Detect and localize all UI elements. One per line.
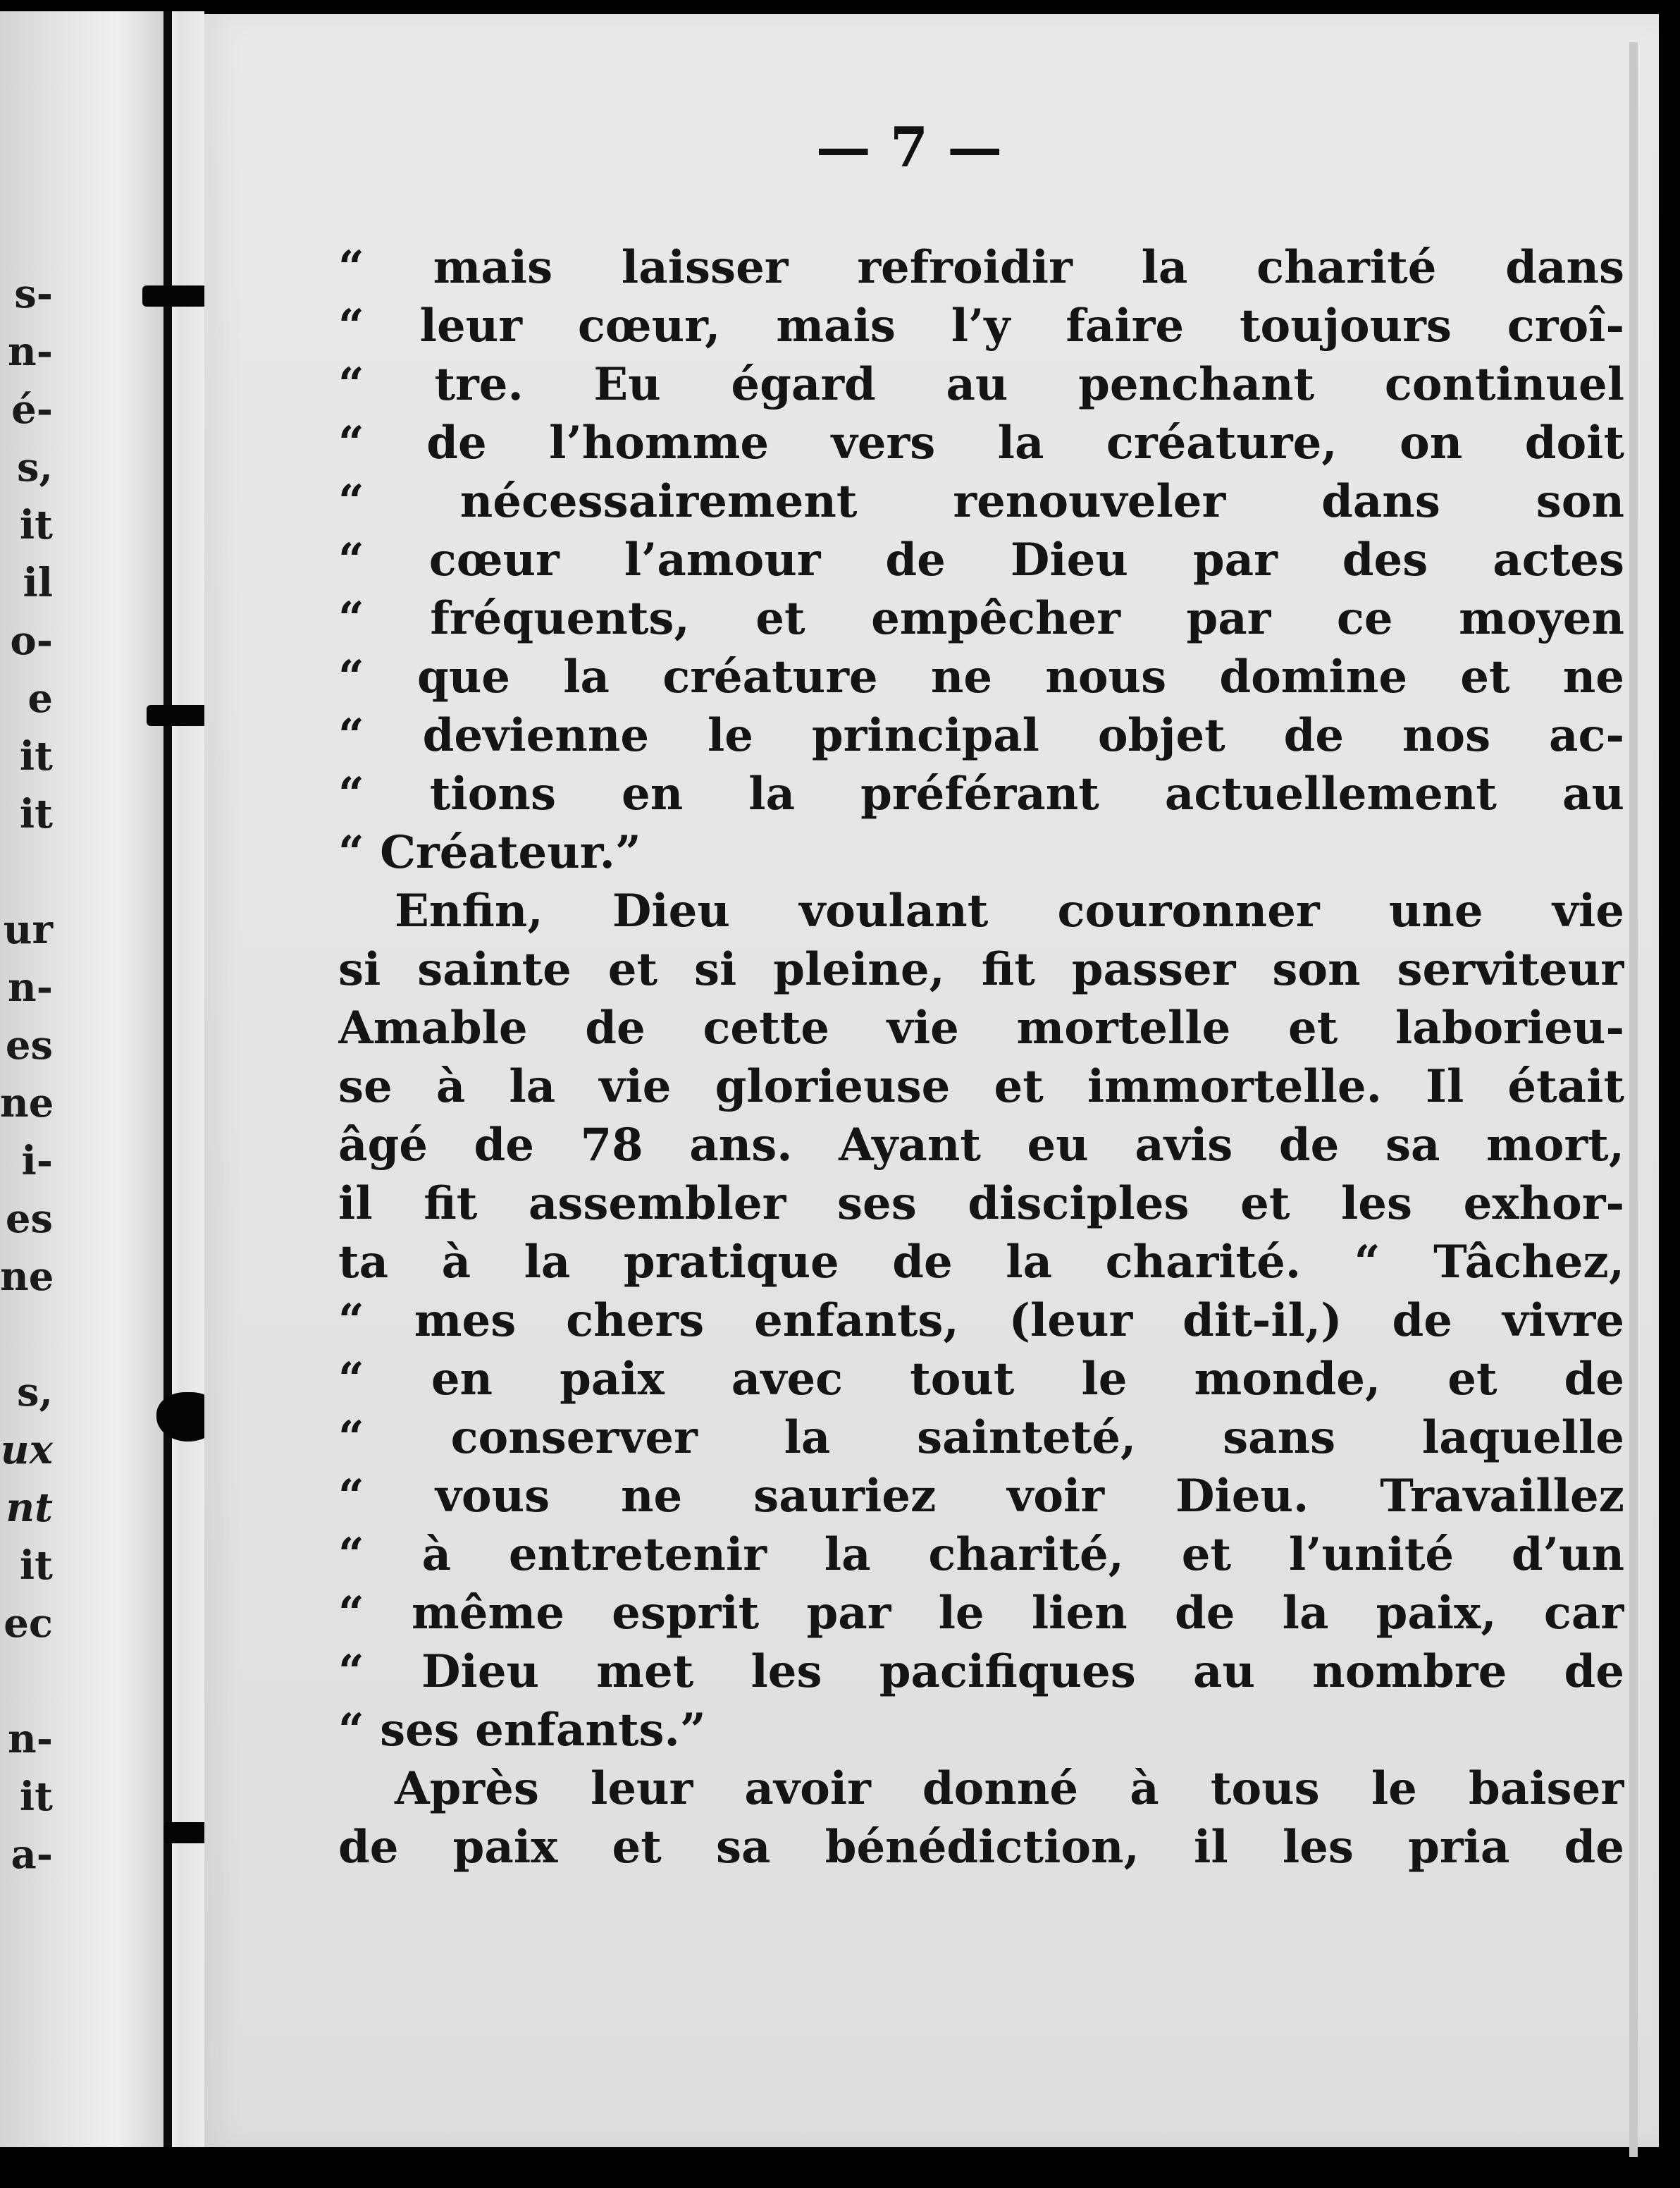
left-fragment: ec: [4, 1600, 53, 1647]
text-line: “ fréquents, et empêcher par ce moyen: [338, 592, 1624, 645]
left-fragment: [0, 1652, 53, 1710]
page-number: — 7 —: [815, 116, 1003, 180]
left-fragment: es: [5, 1196, 53, 1242]
page-text: [338, 238, 1624, 1876]
left-fragment: i-: [21, 1138, 53, 1184]
left-fragment: s,: [16, 444, 53, 491]
left-fragment: ux: [0, 1427, 53, 1473]
text-line: “ cœur l’amour de Dieu par des actes: [338, 534, 1624, 586]
left-fragment: n-: [8, 964, 53, 1011]
left-fragment: s-: [14, 271, 53, 317]
left-fragment: it: [19, 1542, 53, 1589]
text-line: “ conserver la sainteté, sans laquelle: [338, 1411, 1624, 1464]
left-fragment: it: [19, 733, 53, 780]
left-fragment: a-: [11, 1831, 53, 1878]
text-line: si sainte et si pleine, fit passer son serviteur: [338, 943, 1624, 996]
text-line: “ vous ne sauriez voir Dieu. Travaillez: [338, 1470, 1624, 1523]
left-page: [0, 11, 169, 2147]
left-fragment: [0, 1305, 53, 1363]
text-line: “ Créateur.”: [338, 826, 641, 879]
text-line: “ même esprit par le lien de la paix, car: [338, 1587, 1624, 1640]
left-page-text: [0, 265, 53, 1883]
left-fragment: o-: [10, 617, 53, 664]
left-fragment: n-: [8, 328, 53, 375]
text-line: “ ses enfants.”: [338, 1704, 706, 1757]
left-fragment: ur: [3, 906, 53, 953]
left-fragment: it: [19, 791, 53, 837]
text-line: Après leur avoir donné à tous le baiser: [395, 1762, 1624, 1815]
text-line: ta à la pratique de la charité. “ Tâchez,: [338, 1236, 1624, 1289]
text-line: “ à entretenir la charité, et l’unité d’un: [338, 1528, 1624, 1581]
text-line: “ leur cœur, mais l’y faire toujours croî-: [338, 300, 1624, 352]
text-line: de paix et sa bénédiction, il les pria de: [338, 1821, 1624, 1874]
left-fragment: é-: [11, 386, 53, 433]
text-line: “ mes chers enfants, (leur dit-il,) de vivre: [338, 1294, 1624, 1347]
text-line: “ de l’homme vers la créature, on doit: [338, 417, 1624, 469]
text-line: “ que la créature ne nous domine et ne: [338, 651, 1624, 703]
left-fragment: it: [19, 1774, 53, 1820]
left-fragment: [0, 843, 53, 901]
page-edge: [1629, 42, 1638, 2157]
text-line: il fit assembler ses disciples et les exhor-: [338, 1177, 1624, 1230]
text-line: Amable de cette vie mortelle et laborieu-: [338, 1002, 1624, 1055]
text-line: âgé de 78 ans. Ayant eu avis de sa mort,: [338, 1119, 1624, 1172]
text-line: “ tre. Eu égard au penchant continuel: [338, 358, 1624, 411]
left-fragment: n-: [8, 1716, 53, 1762]
text-line: “ tions en la préférant actuellement au: [338, 768, 1624, 821]
text-line: se à la vie glorieuse et immortelle. Il était: [338, 1060, 1624, 1113]
book-page: [204, 14, 1659, 2147]
text-line: “ Dieu met les pacifiques au nombre de: [338, 1645, 1624, 1698]
left-fragment: ne: [0, 1080, 54, 1126]
left-fragment: e: [27, 675, 53, 722]
text-line: “ nécessairement renouveler dans son: [338, 475, 1624, 528]
left-fragment: it: [19, 502, 53, 548]
left-fragment: nt: [6, 1485, 53, 1531]
text-line: Enfin, Dieu voulant couronner une vie: [395, 885, 1624, 938]
left-fragment: il: [23, 560, 53, 606]
text-line: “ devienne le principal objet de nos ac-: [338, 709, 1624, 762]
left-fragment: ne: [0, 1253, 54, 1300]
left-fragment: es: [5, 1022, 53, 1069]
left-fragment: s,: [16, 1369, 53, 1415]
text-line: “ en paix avec tout le monde, et de: [338, 1353, 1624, 1406]
text-line: “ mais laisser refroidir la charité dans: [338, 241, 1624, 294]
